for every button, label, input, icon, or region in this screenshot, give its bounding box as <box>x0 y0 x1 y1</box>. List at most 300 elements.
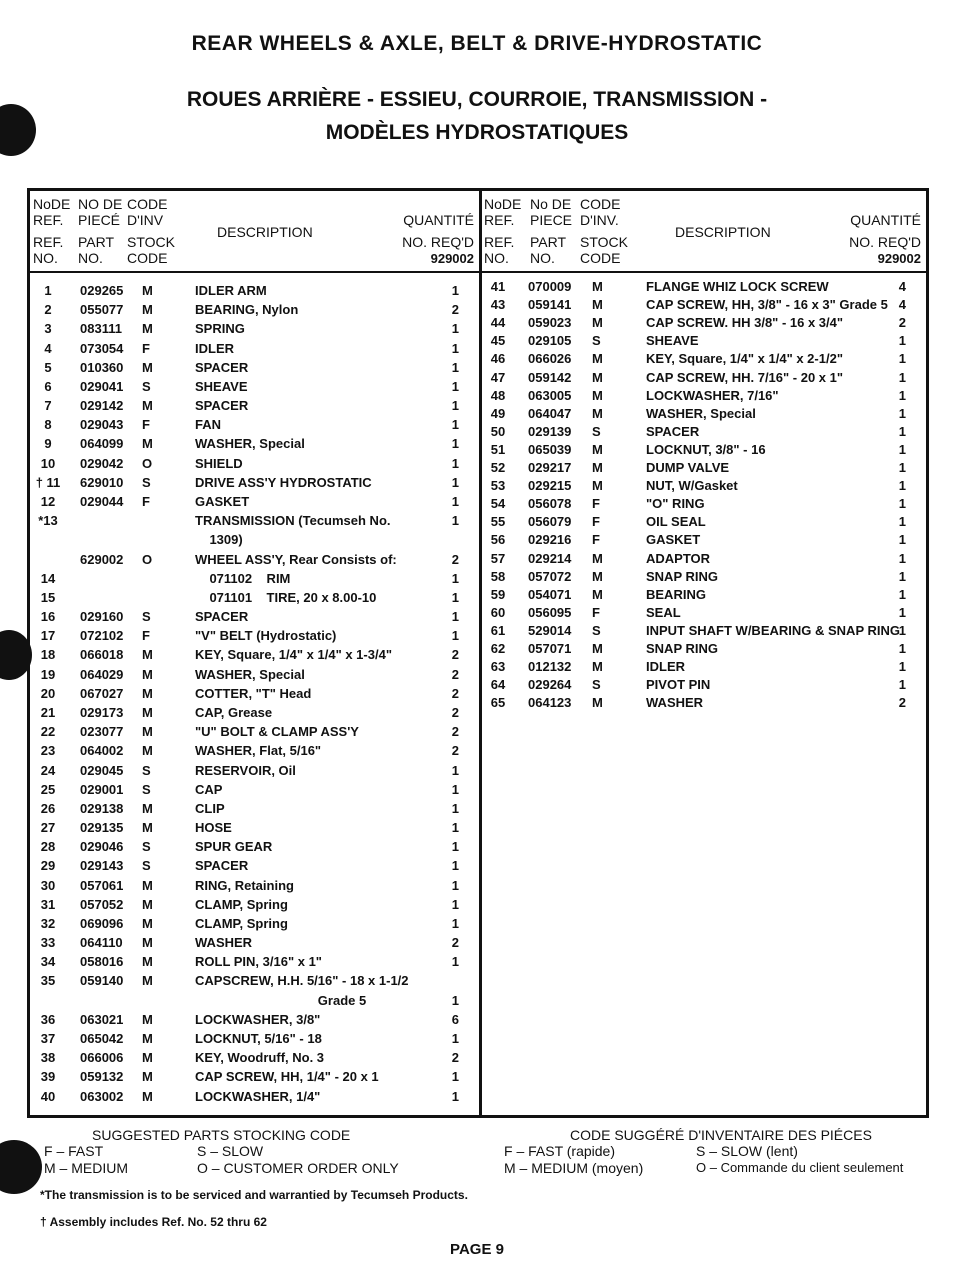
quantity: 1 <box>898 333 906 349</box>
table-row <box>30 493 479 511</box>
quantity: 1 <box>898 351 906 367</box>
table-row <box>482 586 926 604</box>
ref-number: 7 <box>44 398 52 414</box>
stock-code: M <box>142 436 153 452</box>
part-number: 629010 <box>80 474 124 490</box>
part-number: 029043 <box>80 417 124 433</box>
table-row <box>482 676 926 694</box>
stock-code: F <box>142 493 150 509</box>
part-number: 059140 <box>80 973 124 989</box>
ref-number: 40 <box>40 1088 56 1104</box>
table-row <box>30 608 479 626</box>
part-description: BEARING <box>646 586 706 602</box>
part-description: ROLL PIN, 3/16" x 1" <box>195 954 322 970</box>
part-description: 1309) <box>195 532 243 548</box>
table-row <box>482 459 926 477</box>
table-row <box>30 455 479 473</box>
ref-number: 15 <box>40 589 56 605</box>
stock-code: S <box>592 423 601 439</box>
ref-number: 31 <box>40 896 56 912</box>
header-part-en: PART <box>78 234 115 250</box>
part-description: WASHER <box>646 695 704 711</box>
quantity: 2 <box>451 724 459 740</box>
part-description: IDLER <box>646 659 685 675</box>
part-number: 054071 <box>528 586 572 602</box>
ref-number: 62 <box>490 641 506 656</box>
table-row <box>482 296 926 314</box>
table-row <box>30 915 479 933</box>
quantity: 1 <box>451 877 459 893</box>
stock-code: S <box>142 858 151 874</box>
part-description: LOCKNUT, 5/16" - 18 <box>195 1031 322 1047</box>
stock-code: M <box>592 441 603 457</box>
footnote-transmission: *The transmission is to be serviced and warrantied by Tecumseh Products. <box>40 1188 468 1202</box>
stock-code: M <box>142 321 153 337</box>
quantity: 2 <box>451 685 459 701</box>
table-row <box>482 405 926 423</box>
part-number: 064002 <box>80 743 124 759</box>
part-description: CLAMP, Spring <box>195 896 288 912</box>
quantity: 1 <box>898 460 906 475</box>
stock-code: S <box>142 781 151 797</box>
parts-table <box>27 188 929 1118</box>
ref-number: 57 <box>490 550 506 566</box>
ref-number: 60 <box>490 604 506 620</box>
table-row <box>482 332 926 350</box>
part-description: KEY, Square, 1/4" x 1/4" x 2-1/2" <box>646 351 843 367</box>
ref-number: 32 <box>40 915 56 931</box>
part-number: 010360 <box>80 359 124 375</box>
part-number: 056095 <box>528 604 572 620</box>
ref-number: 24 <box>40 762 56 778</box>
quantity: 1 <box>898 604 906 620</box>
table-row <box>30 474 479 492</box>
part-description: SPACER <box>195 609 249 625</box>
ref-number: 5 <box>44 359 52 375</box>
part-number: 029135 <box>80 820 124 836</box>
quantity: 1 <box>898 387 906 403</box>
stock-code: M <box>142 1011 153 1027</box>
part-number: 066018 <box>80 647 124 663</box>
table-header-left <box>30 191 479 273</box>
table-row <box>482 604 926 622</box>
table-row <box>30 378 479 396</box>
binder-hole-bottom <box>0 1140 42 1194</box>
ref-number: 29 <box>40 858 56 874</box>
part-number: 059141 <box>528 297 572 313</box>
ref-number: 49 <box>490 405 506 421</box>
quantity: 1 <box>898 532 906 548</box>
part-description: CAP <box>195 781 223 797</box>
stock-code: M <box>142 1069 153 1085</box>
table-row <box>30 397 479 415</box>
header-model-number: 929002 <box>877 251 921 266</box>
ref-number: 53 <box>490 478 506 494</box>
part-description: SPACER <box>195 858 249 874</box>
ref-number: 54 <box>490 496 506 512</box>
table-row <box>30 282 479 300</box>
stock-code: M <box>142 954 153 970</box>
table-row <box>482 387 926 405</box>
stock-code: S <box>142 609 151 625</box>
stock-code: M <box>142 915 153 931</box>
part-description: CLAMP, Spring <box>195 915 288 931</box>
part-number: 057061 <box>80 877 124 893</box>
table-row <box>482 658 926 676</box>
part-description: WASHER, Special <box>646 405 756 421</box>
part-description: WASHER, Special <box>195 436 305 452</box>
stock-code: S <box>142 839 151 855</box>
table-row <box>30 646 479 664</box>
part-description: SPACER <box>646 423 700 439</box>
ref-number: 51 <box>490 441 506 457</box>
stock-code: S <box>592 333 601 349</box>
part-description: ADAPTOR <box>646 550 711 566</box>
ref-number: 38 <box>40 1050 56 1066</box>
part-number: 029045 <box>80 762 124 778</box>
header-stock-en: STOCK <box>127 234 175 250</box>
quantity: 1 <box>451 800 459 816</box>
quantity: 2 <box>451 302 459 318</box>
part-description: WHEEL ASS'Y, Rear Consists of: <box>195 551 397 567</box>
quantity: 2 <box>898 695 906 711</box>
table-row <box>482 350 926 368</box>
stock-code: F <box>142 628 150 644</box>
table-row <box>30 435 479 453</box>
quantity: 1 <box>451 378 459 394</box>
title-french-line1: ROUES ARRIÈRE - ESSIEU, COURROIE, TRANSMISSION - <box>186 88 768 111</box>
table-row <box>30 589 479 607</box>
stock-code: M <box>142 743 153 759</box>
quantity: 1 <box>898 677 906 693</box>
ref-number: 47 <box>490 369 506 385</box>
ref-number: 46 <box>490 351 506 367</box>
header-ref-fr2: REF. <box>484 212 515 228</box>
table-row <box>482 694 926 712</box>
part-description: HOSE <box>195 820 232 836</box>
quantity: 1 <box>898 423 906 439</box>
part-number: 029041 <box>80 378 124 394</box>
ref-number: 59 <box>490 586 506 602</box>
quantity: 1 <box>451 455 459 471</box>
parts-table-right-half <box>482 191 926 1115</box>
part-number: 066026 <box>528 351 572 367</box>
table-row <box>30 359 479 377</box>
ref-number: 8 <box>44 417 52 433</box>
stock-code: M <box>142 877 153 893</box>
part-number: 069096 <box>80 915 124 931</box>
table-row <box>30 570 479 588</box>
legend-medium: M – MEDIUM <box>44 1160 128 1176</box>
quantity: 2 <box>451 704 459 720</box>
quantity: 1 <box>451 513 459 529</box>
legend-title-english: SUGGESTED PARTS STOCKING CODE <box>92 1127 351 1143</box>
ref-number: 45 <box>490 333 506 349</box>
part-number: 066006 <box>80 1050 124 1066</box>
ref-number: 61 <box>490 622 506 638</box>
table-row <box>30 723 479 741</box>
stock-code: M <box>142 302 153 318</box>
quantity: 1 <box>451 915 459 931</box>
table-row <box>482 314 926 332</box>
quantity: 1 <box>451 398 459 414</box>
part-number: 064123 <box>528 695 572 711</box>
stock-code: S <box>142 474 151 490</box>
part-number: 029138 <box>80 800 124 816</box>
part-description: BEARING, Nylon <box>195 302 299 318</box>
stock-code: F <box>142 340 150 356</box>
quantity: 1 <box>898 622 906 638</box>
quantity: 1 <box>451 321 459 337</box>
table-row <box>30 992 479 1010</box>
quantity: 1 <box>451 493 459 509</box>
part-number: 029160 <box>80 609 124 625</box>
part-number: 029001 <box>80 781 124 797</box>
part-description: "O" RING <box>646 496 705 512</box>
stock-code: F <box>592 514 600 530</box>
header-ref-fr2: REF. <box>33 212 64 228</box>
part-description: CAP SCREW, HH, 3/8" - 16 x 3" Grade 5 <box>646 297 888 313</box>
part-description: Grade 5 <box>195 992 367 1008</box>
part-description: FLANGE WHIZ LOCK SCREW <box>646 279 829 294</box>
quantity: 2 <box>451 647 459 663</box>
quantity: 1 <box>451 589 459 605</box>
table-row <box>30 512 479 530</box>
part-number: 029143 <box>80 858 124 874</box>
header-stock-en2: CODE <box>127 250 168 266</box>
part-description: SNAP RING <box>646 568 718 584</box>
header-part-en: PART <box>530 234 567 250</box>
ref-number: 1 <box>44 283 52 298</box>
ref-number: 33 <box>40 935 56 951</box>
page-number: PAGE 9 <box>450 1241 504 1258</box>
quantity: 4 <box>898 279 906 294</box>
ref-number: 44 <box>490 315 506 331</box>
part-number: 029139 <box>528 423 572 439</box>
table-row <box>30 685 479 703</box>
part-description: SHIELD <box>195 455 243 471</box>
part-number: 023077 <box>80 724 124 740</box>
stock-code: F <box>592 532 600 548</box>
stock-code: M <box>592 478 603 494</box>
part-description: KEY, Square, 1/4" x 1/4" x 1-3/4" <box>195 647 392 663</box>
stock-code: M <box>142 359 153 375</box>
table-row <box>30 953 479 971</box>
quantity: 1 <box>898 550 906 566</box>
header-stock-fr: CODE <box>580 196 621 212</box>
part-description: LOCKWASHER, 1/4" <box>195 1088 321 1104</box>
table-row <box>30 1030 479 1048</box>
quantity: 1 <box>451 340 459 356</box>
legend-title-french: CODE SUGGÉRÉ D'INVENTAIRE DES PIÉCES <box>570 1127 872 1143</box>
quantity: 4 <box>898 297 906 313</box>
part-number: 070009 <box>528 279 572 294</box>
table-row <box>30 666 479 684</box>
part-description: "V" BELT (Hydrostatic) <box>195 628 337 644</box>
header-model-number: 929002 <box>430 251 474 266</box>
part-description: DRIVE ASS'Y HYDROSTATIC <box>195 474 372 490</box>
part-number: 064029 <box>80 666 124 682</box>
stock-code: M <box>592 297 603 313</box>
table-row <box>482 369 926 387</box>
legend-slow: S – SLOW <box>197 1143 264 1159</box>
quantity: 1 <box>451 1031 459 1047</box>
stock-code: S <box>592 677 601 693</box>
part-number: 059023 <box>528 315 572 331</box>
quantity: 1 <box>451 359 459 375</box>
ref-number: 21 <box>40 704 56 720</box>
part-number: 029214 <box>528 550 572 566</box>
header-part-en2: NO. <box>530 250 555 266</box>
part-number: 029265 <box>80 283 124 298</box>
quantity: 1 <box>451 896 459 912</box>
part-number: 083111 <box>80 321 122 337</box>
table-row <box>30 781 479 799</box>
header-stock-fr: CODE <box>127 196 168 212</box>
title-french-line2: MODÈLES HYDROSTATIQUES <box>325 121 629 144</box>
part-number: 064047 <box>528 405 572 421</box>
part-number: 073054 <box>80 340 124 356</box>
quantity: 2 <box>451 551 459 567</box>
part-description: CAP, Grease <box>195 704 273 720</box>
header-ref-en: REF. <box>484 234 515 250</box>
header-quantity-fr: QUANTITÉ <box>403 212 474 228</box>
part-number: 057052 <box>80 896 124 912</box>
stock-code: F <box>592 496 600 512</box>
quantity: 1 <box>451 781 459 797</box>
table-row <box>30 838 479 856</box>
parts-table-left-half <box>30 191 482 1115</box>
table-row <box>482 622 926 640</box>
table-row <box>482 495 926 513</box>
header-stock-fr2: D'INV. <box>580 212 619 228</box>
ref-number: 17 <box>40 628 56 644</box>
quantity: 1 <box>898 478 906 494</box>
stock-code: M <box>592 351 603 367</box>
part-description: IDLER ARM <box>195 283 267 298</box>
stock-code: S <box>142 378 151 394</box>
part-description: 071101 TIRE, 20 x 8.00-10 <box>195 589 377 605</box>
stock-code: M <box>592 586 603 602</box>
stock-code: M <box>142 1088 153 1104</box>
ref-number: 35 <box>40 973 56 989</box>
stock-code: F <box>592 604 600 620</box>
ref-number: 52 <box>490 460 506 475</box>
part-description: LOCKWASHER, 7/16" <box>646 387 779 403</box>
part-description: FAN <box>195 417 221 433</box>
part-description: COTTER, "T" Head <box>195 685 312 701</box>
part-description: SPACER <box>195 398 249 414</box>
part-number: 063002 <box>80 1088 124 1104</box>
part-description: TRANSMISSION (Tecumseh No. <box>195 513 391 529</box>
quantity: 2 <box>451 666 459 682</box>
part-description: NUT, W/Gasket <box>646 478 738 494</box>
ref-number: 27 <box>40 820 56 836</box>
part-number: 529014 <box>528 622 572 638</box>
part-description: "U" BOLT & CLAMP ASS'Y <box>195 724 359 740</box>
part-number: 059142 <box>528 369 572 385</box>
header-description: DESCRIPTION <box>217 224 313 240</box>
ref-number: 28 <box>40 839 56 855</box>
quantity: 1 <box>898 405 906 421</box>
stock-code: M <box>592 568 603 584</box>
quantity: 1 <box>898 641 906 656</box>
quantity: 1 <box>451 628 459 644</box>
table-row <box>482 640 926 658</box>
part-number: 067027 <box>80 685 124 701</box>
table-row <box>30 1011 479 1029</box>
part-description: SHEAVE <box>195 378 248 394</box>
stock-code: M <box>592 550 603 566</box>
ref-number: 43 <box>490 297 506 313</box>
header-part-fr: No DE <box>530 196 572 212</box>
stock-code: M <box>592 369 603 385</box>
ref-number: 19 <box>40 666 56 682</box>
header-ref-en: REF. <box>33 234 64 250</box>
header-quantity-en: NO. REQ'D <box>402 234 474 250</box>
table-row <box>482 477 926 495</box>
stock-code: M <box>142 685 153 701</box>
part-description: RESERVOIR, Oil <box>195 762 296 778</box>
quantity: 1 <box>451 839 459 855</box>
stock-code: M <box>142 666 153 682</box>
legend-customer-order: O – CUSTOMER ORDER ONLY <box>197 1160 399 1176</box>
ref-number: 58 <box>490 568 506 584</box>
table-row <box>30 1088 479 1106</box>
stock-code: M <box>142 398 153 414</box>
ref-number: 36 <box>40 1011 56 1027</box>
stock-code: M <box>592 279 603 294</box>
header-part-fr2: PIECÉ <box>78 212 121 228</box>
ref-number: 14 <box>40 570 56 586</box>
ref-number: 48 <box>490 387 506 403</box>
stock-code: M <box>592 315 603 331</box>
stock-code: M <box>142 800 153 816</box>
ref-number: 2 <box>44 302 52 318</box>
quantity: 1 <box>451 474 459 490</box>
quantity: 1 <box>451 609 459 625</box>
part-description: SNAP RING <box>646 641 718 656</box>
part-number: 029042 <box>80 455 124 471</box>
part-description: 071102 RIM <box>195 570 291 586</box>
ref-number: 34 <box>40 954 56 970</box>
stock-code: S <box>142 762 151 778</box>
quantity: 1 <box>898 586 906 602</box>
stock-code: M <box>592 405 603 421</box>
part-description: CAP SCREW. HH 3/8" - 16 x 3/4" <box>646 315 844 331</box>
stock-code: M <box>142 724 153 740</box>
table-row <box>30 320 479 338</box>
header-part-en2: NO. <box>78 250 103 266</box>
quantity: 1 <box>451 570 459 586</box>
part-description: CLIP <box>195 800 225 816</box>
quantity: 2 <box>898 315 906 331</box>
ref-number: 3 <box>44 321 52 337</box>
header-quantity-fr: QUANTITÉ <box>850 212 921 228</box>
part-number: 072102 <box>80 628 124 644</box>
part-description: DUMP VALVE <box>646 460 730 475</box>
stock-code: M <box>142 896 153 912</box>
quantity: 2 <box>451 935 459 951</box>
header-ref-fr: NoDE <box>33 196 71 212</box>
header-description: DESCRIPTION <box>675 224 771 240</box>
ref-number: 22 <box>40 724 56 740</box>
table-row <box>30 742 479 760</box>
quantity: 1 <box>898 659 906 675</box>
table-row <box>30 1049 479 1067</box>
part-number: 058016 <box>80 954 124 970</box>
part-number: 065042 <box>80 1031 124 1047</box>
